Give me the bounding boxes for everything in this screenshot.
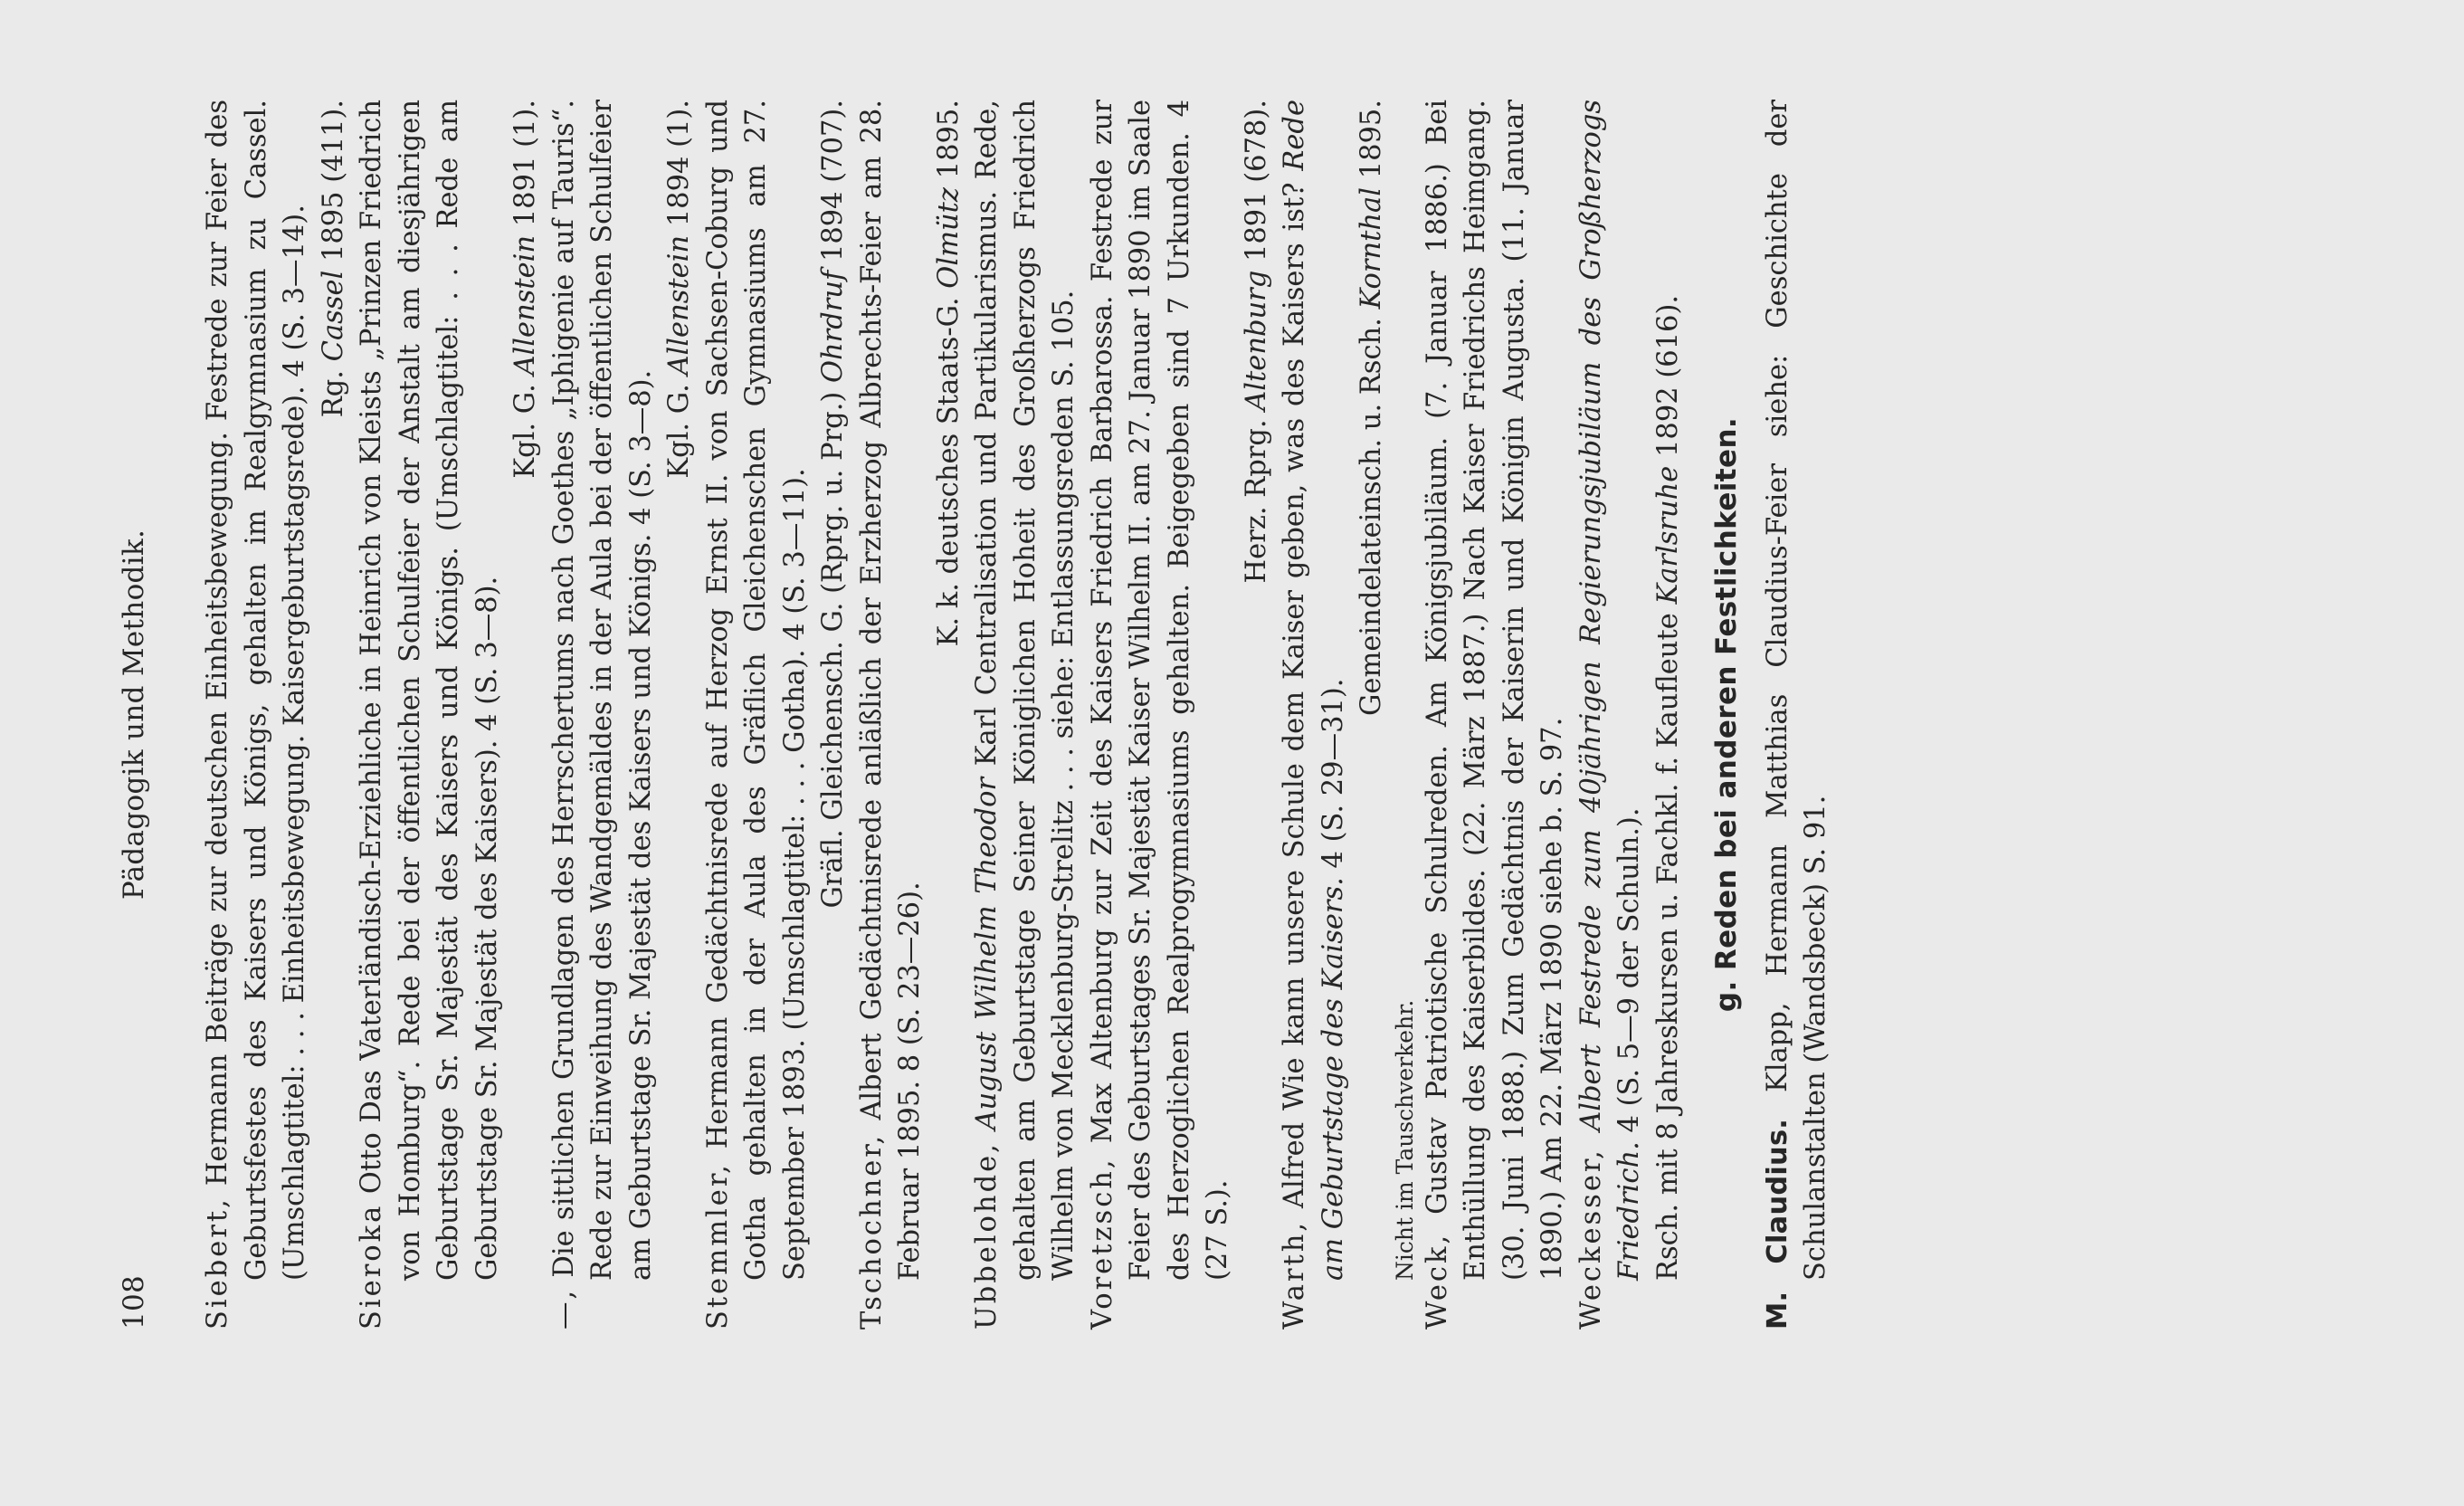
entry-author: Voretzsch,: [1086, 1157, 1118, 1330]
entry-author: Weckesser,: [1574, 1148, 1607, 1330]
location-place: Cassel: [317, 270, 349, 362]
entry-text: Gustav Patriotische Schulreden. Am Königsjubiläum. (7. Januar 1886.) Bei Enthüllung des Kaiserbildes. (22. März 1887.) Nach Kaiser Friedrichs Heimgang. (30. Juni 1888.) Zum Gedächtnis der Kaiserin und Königin Augusta. (11. Januar 1890.) Am 22. März 1890 siehe b. S. 97.: [1421, 99, 1568, 1281]
entry-author: Weck,: [1421, 1232, 1453, 1330]
entry-author: Ubbelohde,: [971, 1141, 1003, 1330]
location-suffix: 1892 (616).: [1651, 294, 1684, 457]
entry-location: [507, 100, 546, 1330]
entry-author: M. Claudius.: [1761, 1118, 1793, 1330]
location-place: Altenburg: [1240, 270, 1272, 411]
entry-location: [814, 100, 853, 1330]
entry-text: Klapp, Hermann Matthias Claudius-Feier siehe: Geschichte der Schulanstalten (Wandsbeck) S. 91.: [1761, 100, 1831, 1281]
location-place: Olmütz: [932, 187, 965, 289]
entry-location: [1238, 100, 1277, 1330]
location-suffix: 1891 (1).: [509, 100, 541, 227]
entry-text: Alfred Wie kann unsere Schule dem Kaiser geben, was des Kaisers ist?: [1279, 182, 1310, 1209]
entry-claudius: [1759, 100, 1836, 1330]
entry-location: [315, 100, 354, 1330]
entry-text: Otto Das Vaterländisch-Erziehliche in Heinrich von Kleists „Prinzen Friedrich von Homburg“. Rede bei der öffentlichen Schulfeier der Anstalt am diesjährigen Geburtstage Sr. Majestät des Kaisers und Königs. (Umschlagtitel: . . . Rede am Geburtstage Sr. Majestät des Kaisers). 4 (S. 3—8).: [356, 100, 503, 1281]
entry-text-italic: Albert Festrede zum 40jährigen Regierungsjubiläum des Großherzogs Friedrich.: [1574, 100, 1645, 1281]
location-prefix: Rsch. mit 8 Jahreskursen u. Fachkl. f. Kaufleute: [1651, 613, 1684, 1281]
entry-author: Tschochner,: [855, 1132, 888, 1330]
section-heading: g. Reden bei anderen Festlichkeiten.: [1710, 416, 1743, 1013]
location-suffix: 1895.: [932, 100, 965, 179]
location-place: Kornthal: [1356, 187, 1387, 310]
entry-weck: [1419, 100, 1573, 1330]
entry-warth: [1276, 100, 1353, 1330]
entry-location: [1650, 100, 1689, 1330]
location-place: Karlsruhe: [1651, 465, 1684, 605]
entry-weckesser: [1573, 100, 1650, 1330]
entry-text: 4 (S. 5—9 der Schuln.).: [1613, 807, 1645, 1133]
location-suffix: 1894 (707).: [817, 100, 849, 262]
running-title: Pädagogik und Methodik.: [118, 529, 150, 901]
location-prefix: Gemeindelateinsch. u. Rsch.: [1356, 318, 1387, 716]
entry-text: Die sittlichen Grundlagen des Herrschertums nach Goethes „Iphigenie auf Tauris“. Rede zur Einweihung des Wandgemäldes in der Aula bei der öffentlichen Schulfeier am Geburtstage Sr. Majestät des Kaisers und Königs. 4 (S. 3—8).: [547, 100, 657, 1281]
entry-text: Hermann Gedächtnisrede auf Herzog Ernst II. von Sachsen-Coburg und Gotha gehalten in der Aula des Gräflich Gleichenschen Gymnasiums am 27. September 1893. (Umschlagtitel: . . . Gotha). 4 (S. 3—11).: [701, 100, 811, 1281]
location-suffix: 1895.: [1356, 100, 1387, 179]
location-suffix: 1891 (678).: [1240, 100, 1272, 262]
entry-text: Max Altenburg zur Zeit des Kaisers Friedrich Barbarossa. Festrede zur Feier des Geburtstages Sr. Majestät Kaiser Wilhelm II. am 27. Januar 1890 im Saale des Herzoglichen Realprogymnasiums gehalten. Beigegeben sind 7 Urkunden. 4 (27 S.).: [1086, 100, 1233, 1281]
entry-stemmler: [699, 100, 815, 1330]
entry-tschochner: [853, 100, 930, 1330]
entry-text-italic: Rede am Geburtstage des Kaisers.: [1279, 99, 1349, 1281]
bibliography-entries: [199, 100, 1836, 1330]
entry-note: Nicht im Tauschverkehr.: [1391, 999, 1418, 1281]
entry-location: [1353, 100, 1392, 1330]
location-prefix: Kgl. G.: [663, 384, 695, 479]
entry-text: Hermann Beiträge zur deutschen Einheitsbewegung. Festrede zur Feier des Geburtsfestes des Kaisers und Königs, gehalten im Realgymnasium zu Cassel. (Umschlagtitel: . . . Einheitsbewegung. Kaisergeburtstagsrede). 4 (S. 3—14).: [202, 100, 310, 1281]
entry-text: Albert Gedächtnisrede anläßlich der Erzherzog Albrechts-Feier am 28. Februar 1895. 8 (S. 23—26).: [855, 99, 926, 1281]
entry-ubbelohde: [968, 100, 1084, 1330]
entry-text: Karl Centralisation und Partikularismus. Rede, gehalten am Geburtstage Seiner Königlichen Hoheit des Großherzogs Friedrich Wilhelm von Mecklenburg-Strelitz . . . siehe: Entlassungsreden S. 105.: [971, 100, 1080, 1281]
running-head: [118, 100, 156, 1330]
entry-author: Stemmler,: [701, 1162, 734, 1330]
location-suffix: 1895 (411).: [317, 100, 349, 262]
entry-author: Warth,: [1279, 1219, 1310, 1330]
location-prefix: Gräfl. Gleichensch. G. (Rprg. u. Prg.): [817, 391, 849, 909]
entry-author: —,: [547, 1287, 580, 1330]
entry-location: [661, 100, 699, 1330]
location-place: Allenstein: [663, 234, 695, 376]
location-place: Allenstein: [509, 234, 541, 376]
entry-author: Siebert,: [202, 1196, 233, 1330]
location-prefix: K. k. deutsches Staats-G.: [932, 297, 965, 647]
entry-text-italic: August Wilhelm Theodor: [971, 777, 1003, 1130]
location-prefix: Rg.: [317, 370, 349, 418]
entry-location: [930, 100, 969, 1330]
entry-voretzsch: [1084, 100, 1238, 1330]
entry-text-after: 4 (S. 29—31).: [1317, 678, 1349, 869]
page-content: [118, 100, 2337, 1330]
location-prefix: Kgl. G.: [509, 384, 541, 479]
location-suffix: 1894 (1).: [663, 100, 695, 227]
entry-sieroka-2: [546, 100, 661, 1330]
entry-sieroka: [353, 100, 507, 1330]
page-number: 108: [118, 1274, 150, 1330]
entry-siebert: [199, 100, 315, 1330]
location-prefix: Herz. Rprg.: [1240, 419, 1272, 584]
entry-author: Sieroka: [356, 1203, 387, 1330]
location-place: Ohrdruf: [817, 270, 849, 383]
